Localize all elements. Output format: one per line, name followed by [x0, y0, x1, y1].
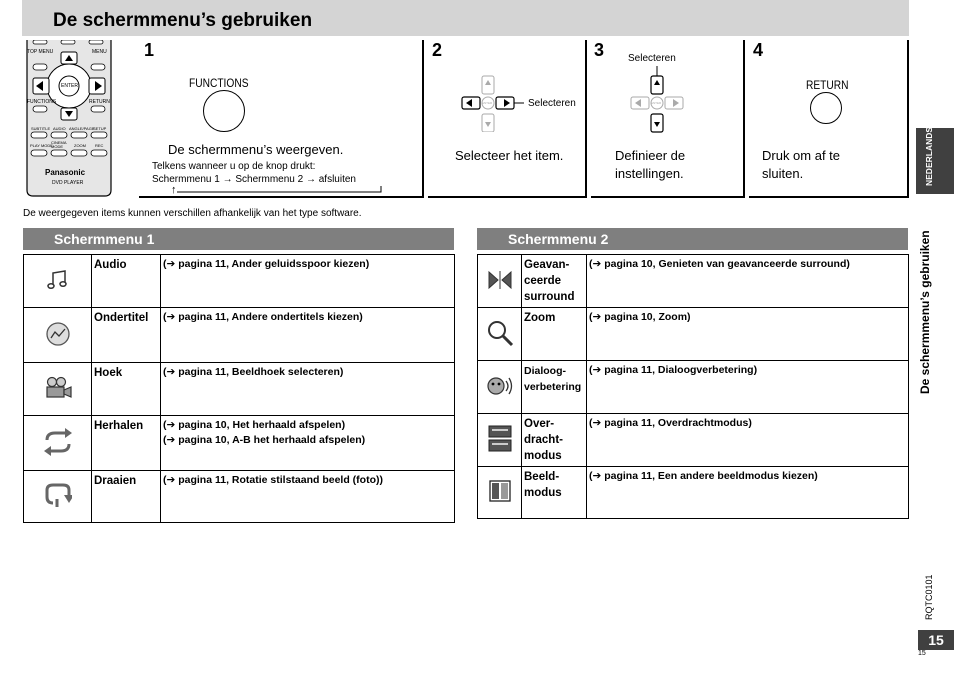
menu1-item-desc [161, 308, 455, 363]
table-row [24, 363, 455, 416]
remote-playmode-label: PLAY MODE [30, 143, 53, 148]
repeat-icon [43, 428, 73, 456]
menu1-item-name: Ondertitel [92, 308, 161, 363]
menu2-item-name [522, 467, 587, 519]
menu2-name-line: Over- [524, 418, 555, 430]
menu1-icon-cell [24, 416, 92, 471]
step-3-select-label: Selecteren [628, 53, 676, 64]
step-2-text: Selecteer het item. [455, 148, 564, 163]
step-4 [749, 40, 909, 198]
menu2-item-desc [587, 361, 909, 414]
menu2-item-desc [587, 255, 909, 308]
menu1-item-desc [161, 471, 455, 523]
menu1-item-ref: (➔ pagina 10, A-B het herhaald afspelen) [163, 434, 366, 446]
menu2-name-line: modus [524, 487, 562, 499]
remote-menu-label: MENU [92, 49, 107, 55]
step-3-text-line1: Definieer de [615, 148, 686, 163]
menu2-name-line: Geavan- [524, 259, 570, 271]
menu2-item-ref: (➔ pagina 11, Dialoogverbetering) [589, 364, 758, 376]
zoom-icon [486, 319, 514, 347]
step-1-number: 1 [144, 40, 155, 60]
subtitle-icon [45, 321, 71, 347]
menu1-item-desc [161, 416, 455, 471]
menu1-icon-cell [24, 255, 92, 308]
remote-cinema-label: CINEMA MODE [51, 140, 67, 149]
menu1-item-ref: (➔ pagina 11, Rotatie stilstaand beeld (foto)) [163, 474, 383, 486]
menu1-item-name: Audio [92, 255, 161, 308]
remote-subtitle-label: SUBTITLE [31, 126, 51, 131]
menu1-item-ref: (➔ pagina 11, Beeldhoek selecteren) [163, 366, 344, 378]
remote-return-label: RETURN [89, 99, 110, 105]
menu2-name-line: modus [524, 450, 562, 462]
step-1-text: De schermmenu’s weergeven. [168, 142, 344, 157]
menu2-name-line: Zoom [524, 312, 556, 324]
page-number: 15 [918, 630, 954, 650]
remote-setup-label: SETUP [93, 126, 107, 131]
menu2-item-name [522, 361, 587, 414]
table-row [24, 416, 455, 471]
remote-brand-logo: Panasonic [45, 168, 86, 177]
rotate-icon [44, 481, 72, 509]
menu2-item-name [522, 414, 587, 467]
step-3 [591, 40, 745, 198]
step-4-text-line2: sluiten. [762, 166, 804, 181]
menu1-item-name: Herhalen [92, 416, 161, 471]
dialogue-icon [486, 374, 514, 398]
menu1-icon-cell [24, 363, 92, 416]
menu2-item-ref: (➔ pagina 10, Genieten van geavanceerde surround) [589, 258, 850, 270]
table-row [478, 308, 909, 361]
menu2-item-name [522, 308, 587, 361]
remote-model-label: DVD PLAYER [52, 180, 84, 186]
menu2-title: Schermmenu 2 [508, 231, 609, 247]
menu1-title: Schermmenu 1 [54, 231, 155, 247]
return-button [810, 92, 842, 124]
menu2-header [477, 228, 908, 250]
step-1-note-line2: Schermmenu 1 → Schermmenu 2 → afsluiten [152, 174, 356, 185]
menu2-item-desc [587, 467, 909, 519]
table-row [24, 308, 455, 363]
menu2-icon-cell [478, 308, 522, 361]
menu1-table [23, 254, 455, 523]
table-row [478, 255, 909, 308]
menu2-name-line: ceerde [524, 275, 562, 287]
menu1-item-name: Draaien [92, 471, 161, 523]
menu2-name-line: Dialoog- [524, 365, 566, 377]
table-row [478, 414, 909, 467]
menu2-name-line: surround [524, 291, 575, 303]
remote-enter-label: ENTER [61, 83, 78, 89]
transfer-mode-icon [487, 424, 513, 454]
camera-angle-icon [43, 376, 73, 400]
return-button-label: RETURN [806, 78, 849, 92]
step-3-text-line2: instellingen. [615, 166, 684, 181]
step-3-enter-label: ENTER [651, 101, 662, 105]
menu1-item-name: Hoek [92, 363, 161, 416]
remote-audio-label: AUDIO [53, 126, 66, 131]
page-title: De schermmenu’s gebruiken [53, 10, 313, 31]
step-1-note-arrow: ↑ [171, 184, 177, 196]
remote-rec-label: REC [95, 143, 104, 148]
functions-button [203, 90, 245, 132]
step-1-note-line1: Telkens wanneer u op de knop drukt: [152, 161, 316, 172]
step-2-select-label: Selecteren [528, 98, 576, 109]
remote-top-menu-label: TOP MENU [27, 49, 54, 55]
side-section-title: De schermmenu’s gebruiken [918, 230, 932, 394]
step-2 [428, 40, 587, 198]
menu2-item-ref: (➔ pagina 10, Zoom) [589, 311, 691, 323]
table-row [24, 255, 455, 308]
remote-angle-label: ANGLE/PAGE [69, 126, 95, 131]
menu2-icon-cell [478, 414, 522, 467]
language-side-tab [916, 128, 954, 194]
step-2-number: 2 [432, 40, 443, 60]
menu1-item-ref: (➔ pagina 10, Het herhaald afspelen) [163, 419, 346, 431]
language-tab-label: NEDERLANDS [924, 126, 934, 186]
menu2-item-ref: (➔ pagina 11, Overdrachtmodus) [589, 417, 752, 429]
remote-control [23, 40, 115, 198]
menu2-icon-cell [478, 467, 522, 519]
menu2-item-desc [587, 308, 909, 361]
menu1-item-ref: (➔ pagina 11, Andere ondertitels kiezen) [163, 311, 363, 323]
menu2-name-line: verbetering [524, 381, 582, 393]
step-1 [139, 40, 424, 198]
step-4-text-line1: Druk om af te [762, 148, 841, 163]
menu1-header [23, 228, 454, 250]
menu2-item-desc [587, 414, 909, 467]
step-3-number: 3 [594, 40, 605, 60]
table-row [24, 471, 455, 523]
picture-mode-icon [488, 479, 512, 503]
document-code: RQTC0101 [924, 574, 934, 620]
menu2-icon-cell [478, 361, 522, 414]
title-bar [22, 0, 909, 36]
menu1-item-desc [161, 363, 455, 416]
music-note-icon [46, 268, 70, 292]
table-row [478, 361, 909, 414]
functions-button-label: FUNCTIONS [189, 76, 249, 90]
step-4-number: 4 [753, 40, 764, 60]
page-number-small: 15 [918, 650, 926, 657]
menu2-item-name [522, 255, 587, 308]
surround-icon [487, 268, 513, 292]
menu1-item-desc [161, 255, 455, 308]
menu1-icon-cell [24, 308, 92, 363]
remote-zoom-label: ZOOM [74, 143, 86, 148]
menu2-icon-cell [478, 255, 522, 308]
software-note: De weergegeven items kunnen verschillen afhankelijk van het type software. [23, 208, 362, 219]
remote-functions-label: FUNCTIONS [27, 99, 57, 105]
menu1-icon-cell [24, 471, 92, 523]
menu2-name-line: Beeld- [524, 471, 560, 483]
table-row [478, 467, 909, 519]
menu2-item-ref: (➔ pagina 11, Een andere beeldmodus kiezen) [589, 470, 818, 482]
menu2-table [477, 254, 909, 519]
menu1-item-ref: (➔ pagina 11, Ander geluidsspoor kiezen) [163, 258, 370, 270]
step-1-cycle-line [175, 186, 383, 194]
menu2-name-line: dracht- [524, 434, 563, 446]
step-2-enter-label: ENTER [482, 101, 493, 105]
